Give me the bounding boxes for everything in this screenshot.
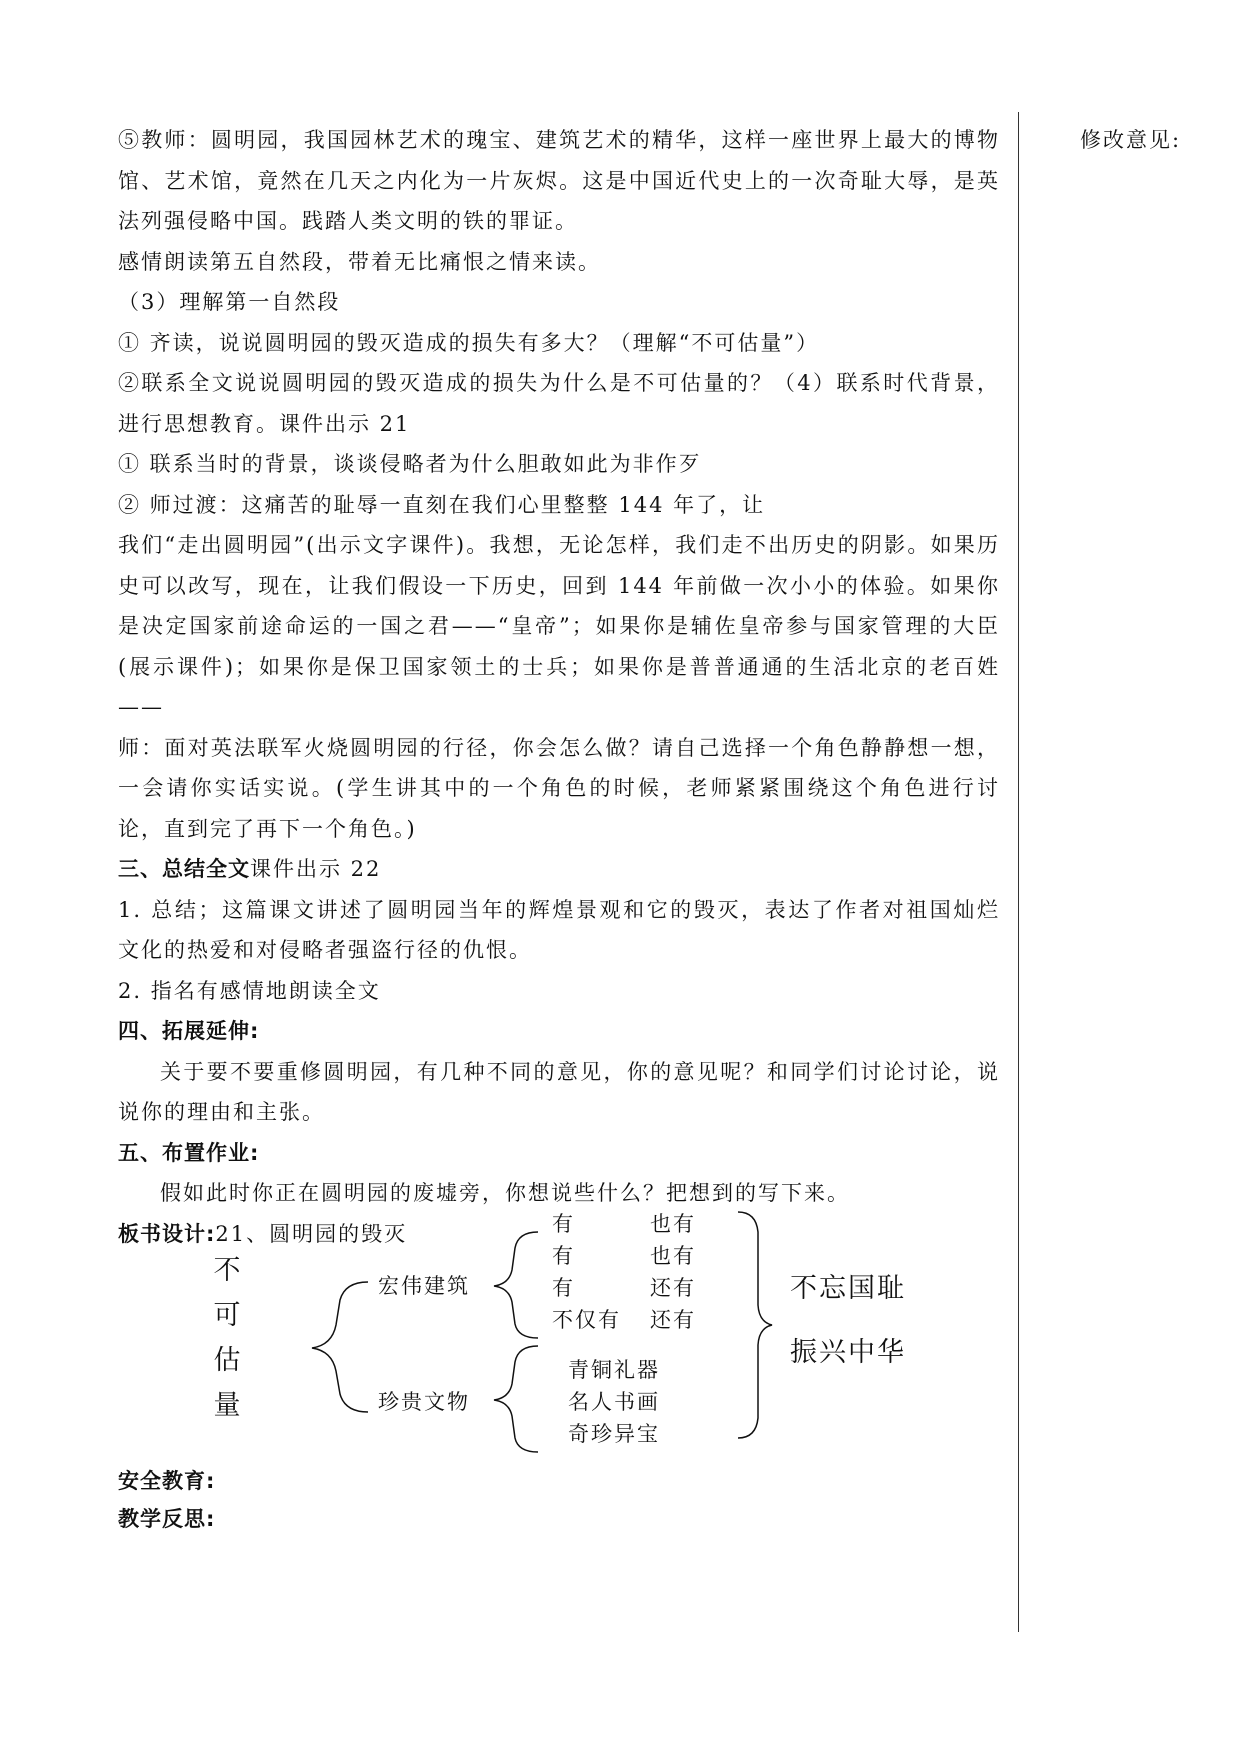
row-left: 有 [552,1212,575,1236]
paragraph: ① 齐读，说说圆明园的毁灭造成的损失有多大？（理解“不可估量”） [118,330,820,355]
row-right: 还有 [650,1276,696,1300]
paragraph: ① 联系当时的背景，谈谈侵略者为什么胆敢如此为非作歹 [118,452,702,476]
paragraph: 师：面对英法联军火烧圆明园的行径，你会怎么做？请自己选择一个角色静静想一想，一会请你实话实说。(学生讲其中的一个角色的时候，老师紧紧围绕这个角色进行讨论，直到完了再下一个角色。) [118,735,1000,841]
section-five-heading: 五、布置作业: [118,1140,260,1165]
relic-item: 奇珍异宝 [568,1422,660,1446]
section-three-tail: 课件出示 22 [250,857,382,881]
vertical-char: 量 [213,1390,241,1421]
section-three-heading: 三、总结全文 [118,857,250,881]
row-left: 有 [552,1276,575,1300]
vertical-char: 估 [213,1345,241,1376]
vertical-char: 不 [213,1255,241,1286]
section-four-heading: 四、拓展延伸: [118,1019,260,1043]
outer-left-brace [312,1282,368,1412]
branch-grand-architecture: 宏伟建筑 [378,1274,470,1298]
branch-precious-relics: 珍贵文物 [378,1390,470,1414]
board-design-label: 板书设计: [118,1221,216,1246]
section-four-text: 关于要不要重修圆明园，有几种不同的意见，你的意见呢？和同学们讨论讨论，说说你的理由和主张。 [118,1059,1000,1124]
board-design-title: 21、圆明园的毁灭 [215,1221,408,1246]
conclusion-revitalize: 振兴中华 [790,1337,906,1368]
summary-item: 1. 总结；这篇课文讲述了圆明园当年的辉煌景观和它的毁灭，表达了作者对祖国灿烂文化的热爱和对侵略者强盗行径的仇恨。 [118,897,1000,962]
section-five-text: 假如此时你正在圆明园的废墟旁，你想说些什么？把想到的写下来。 [160,1181,850,1205]
vertical-char: 可 [213,1300,241,1331]
relic-item: 青铜礼器 [568,1358,660,1382]
paragraph: 感情朗读第五自然段，带着无比痛恨之情来读。 [118,249,601,274]
rows2-brace [494,1346,538,1452]
safety-education-label: 安全教育: [118,1469,216,1493]
column-divider [1018,112,1019,1632]
row-left: 不仅有 [552,1308,621,1332]
row-right: 还有 [650,1308,696,1332]
paragraph: （3）理解第一自然段 [118,290,341,314]
section-three [118,849,1000,890]
summary-item: 2. 指名有感情地朗读全文 [118,978,381,1003]
paragraph: ②联系全文说说圆明园的毁灭造成的损失为什么是不可估量的？（4）联系时代背景，进行思想教育。课件出示 21 [118,371,1000,436]
lesson-body [118,120,1000,1254]
vertical-phrase [212,1248,242,1428]
paragraph: 我们“走出圆明园”(出示文字课件)。我想，无论怎样，我们走不出历史的阴影。如果历史可以改写，现在，让我们假设一下历史，回到 144 年前做一次小小的体验。如果你是决定国家前途命运的一国之君——“皇帝”；如果你是辅佐皇帝参与国家管理的大臣(展示课件)；如果你是保卫国家领土的士兵；如果你是普普通通的生活北京的老百姓—— [118,533,1000,719]
row-right: 也有 [650,1212,696,1236]
revision-notes-label: 修改意见: [1080,128,1182,152]
conclusion-never-forget: 不忘国耻 [790,1273,906,1304]
paragraph: ② 师过渡：这痛苦的耻辱一直刻在我们心里整整 144 年了，让 [118,492,766,517]
teaching-reflection-label: 教学反思: [118,1507,216,1531]
paragraph: ⑤教师：圆明园，我国园林艺术的瑰宝、建筑艺术的精华，这样一座世界上最大的博物馆、艺术馆，竟然在几天之内化为一片灰烬。这是中国近代史上的一次奇耻大辱，是英法列强侵略中国。践踏人类文明的铁的罪证。 [118,128,1000,233]
row-left: 有 [552,1244,575,1268]
row-right: 也有 [650,1244,696,1268]
relic-item: 名人书画 [568,1390,660,1414]
